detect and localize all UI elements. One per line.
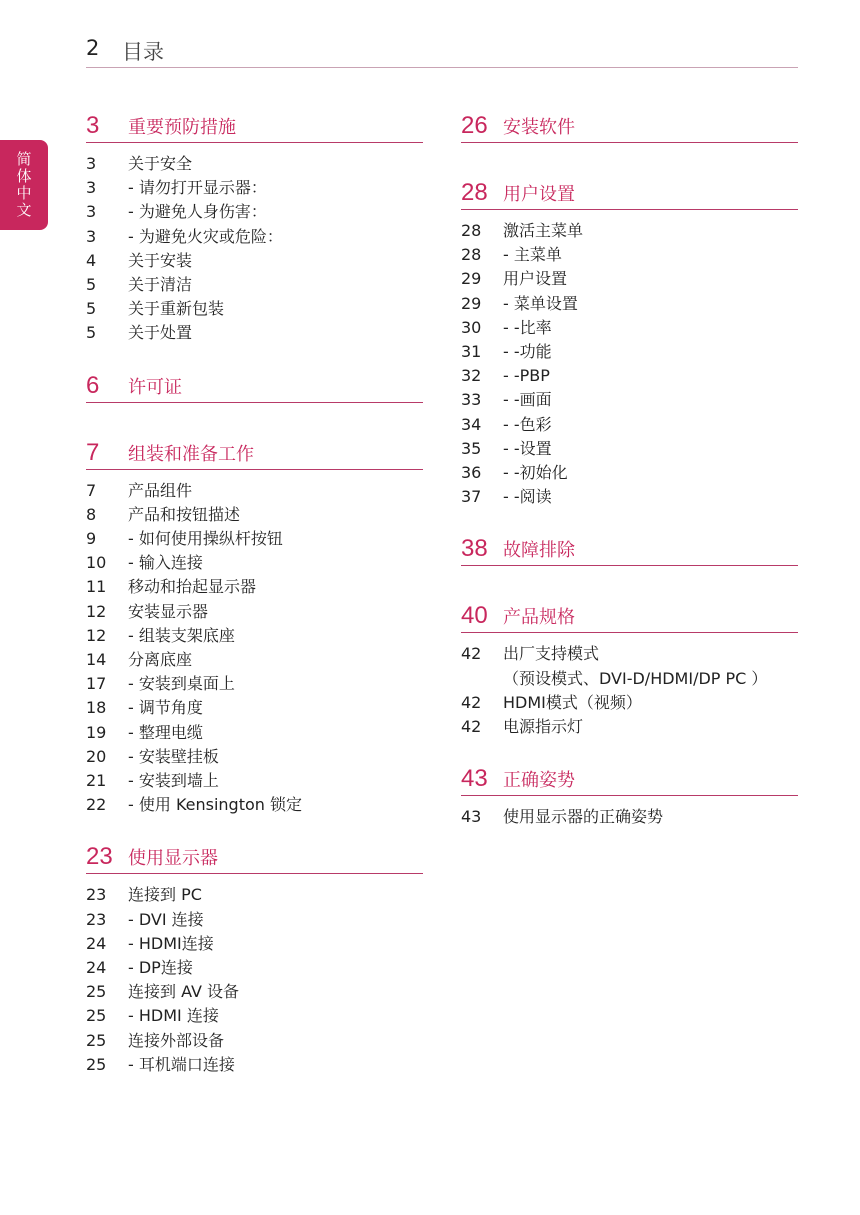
entry-title: - 安装到墙上	[128, 771, 219, 791]
section-heading[interactable]	[461, 763, 798, 796]
section-heading[interactable]	[86, 110, 423, 143]
toc-entry[interactable]	[86, 479, 423, 503]
entry-title: HDMI模式（视频）	[503, 692, 642, 712]
toc-entry[interactable]	[86, 932, 423, 956]
section-items	[86, 479, 423, 818]
section-items	[86, 883, 423, 1077]
toc-section	[461, 763, 798, 829]
section-title: 故障排除	[503, 540, 575, 562]
entry-page-number: 43	[461, 807, 482, 827]
entry-title: 关于重新包装	[128, 299, 225, 319]
toc-section	[461, 600, 798, 739]
page-title: 目录	[122, 40, 164, 64]
entry-page-number: 30	[461, 317, 482, 337]
entry-page-number: 3	[86, 226, 97, 246]
entry-page-number: 8	[86, 504, 97, 524]
entry-title: 关于安装	[128, 250, 193, 270]
entry-page-number: 25	[86, 1054, 107, 1074]
entry-title: - DVI 连接	[128, 909, 204, 929]
entry-page-number: 7	[86, 480, 97, 500]
toc-section	[461, 533, 798, 566]
entry-title: - 如何使用操纵杆按钮	[128, 529, 283, 549]
entry-title: 连接到 PC	[128, 885, 202, 905]
toc-entry[interactable]	[461, 461, 798, 485]
entry-page-number: 12	[86, 625, 107, 645]
entry-page-number: 4	[86, 250, 97, 270]
language-tab: 简体中文	[0, 140, 48, 230]
toc-entry[interactable]	[86, 672, 423, 696]
entry-page-number: 29	[461, 293, 482, 313]
toc-entry[interactable]	[86, 980, 423, 1004]
entry-page-number: 25	[86, 1006, 107, 1026]
entry-page-number: 21	[86, 771, 107, 791]
section-heading[interactable]	[86, 370, 423, 403]
toc-entry[interactable]	[86, 769, 423, 793]
toc-entry[interactable]	[461, 642, 798, 666]
entry-title: 关于安全	[128, 154, 193, 173]
entry-title: 出厂支持模式	[503, 644, 600, 664]
page-header	[86, 34, 798, 68]
section-page-number: 7	[86, 438, 100, 466]
section-page-number: 43	[461, 765, 488, 793]
entry-title: - 整理电缆	[128, 722, 203, 742]
toc-entry[interactable]	[86, 883, 423, 907]
toc-entry[interactable]	[86, 600, 423, 624]
entry-title: - 菜单设置	[503, 293, 578, 313]
toc-left-column	[86, 110, 423, 1101]
entry-title: - DP连接	[128, 958, 193, 978]
toc-entry[interactable]	[461, 437, 798, 461]
toc-entry[interactable]	[86, 721, 423, 745]
entry-page-number: 33	[461, 390, 482, 410]
toc-entry[interactable]	[86, 793, 423, 817]
toc-entry[interactable]	[461, 485, 798, 509]
entry-page-number: 34	[461, 414, 482, 434]
section-page-number: 26	[461, 112, 488, 139]
entry-page-number: 37	[461, 487, 482, 507]
toc-entry[interactable]	[461, 340, 798, 364]
entry-title: - 请勿打开显示器：	[128, 178, 267, 198]
toc-entry[interactable]	[86, 956, 423, 980]
entry-title: - 调节角度	[128, 698, 203, 718]
toc-section	[461, 110, 798, 143]
toc-entry[interactable]	[86, 696, 423, 720]
entry-title: - 为避免人身伤害：	[128, 202, 267, 222]
toc-entry[interactable]	[86, 575, 423, 599]
toc-entry[interactable]	[461, 715, 798, 739]
entry-title: - -功能	[503, 342, 552, 362]
section-heading[interactable]	[86, 437, 423, 470]
toc-section	[86, 110, 423, 346]
entry-title: - 安装到桌面上	[128, 674, 235, 694]
section-page-number: 23	[86, 843, 113, 871]
section-title: 重要预防措施	[128, 117, 236, 138]
section-page-number: 38	[461, 535, 488, 563]
entry-title: - -画面	[503, 390, 552, 410]
entry-page-number: 42	[461, 644, 482, 664]
toc-section	[86, 841, 423, 1077]
section-page-number: 40	[461, 602, 488, 630]
entry-page-number: 20	[86, 746, 107, 766]
entry-page-number: 9	[86, 529, 97, 549]
entry-page-number: 36	[461, 463, 482, 483]
entry-title: 安装显示器	[128, 601, 209, 621]
entry-page-number: 14	[86, 650, 107, 670]
section-title: 组装和准备工作	[128, 443, 254, 465]
entry-page-number: 25	[86, 982, 107, 1002]
toc-entry[interactable]	[86, 624, 423, 648]
entry-title: 电源指示灯	[503, 717, 584, 737]
entry-title: - 安装壁挂板	[128, 746, 219, 766]
entry-page-number: 10	[86, 553, 107, 573]
toc-entry[interactable]	[461, 267, 798, 291]
section-page-number: 3	[86, 112, 100, 139]
entry-title: 连接外部设备	[128, 1030, 225, 1050]
entry-title: - 使用 Kensington 锁定	[128, 795, 302, 815]
entry-title: 关于处置	[128, 323, 193, 343]
toc-entry[interactable]	[461, 219, 798, 243]
entry-title: - 为避免火灾或危险：	[128, 226, 283, 246]
section-page-number: 28	[461, 179, 488, 206]
toc-entry[interactable]	[86, 176, 423, 200]
entry-page-number: 5	[86, 275, 97, 295]
section-title: 产品规格	[503, 607, 575, 629]
toc-entry[interactable]	[461, 292, 798, 316]
entry-page-number: 5	[86, 299, 97, 319]
entry-page-number: 19	[86, 722, 107, 742]
section-heading[interactable]	[461, 600, 798, 633]
toc-section	[461, 177, 798, 509]
section-items	[461, 642, 798, 739]
entry-page-number: 42	[461, 717, 482, 737]
toc-entry[interactable]	[86, 1029, 423, 1053]
entry-title: - -初始化	[503, 463, 568, 483]
toc-entry[interactable]	[86, 503, 423, 527]
entry-page-number	[461, 667, 503, 691]
entry-page-number: 32	[461, 366, 482, 386]
section-heading[interactable]	[86, 841, 423, 874]
entry-title: 产品组件	[128, 480, 193, 500]
entry-page-number: 31	[461, 342, 482, 362]
section-title: 使用显示器	[128, 848, 218, 870]
toc-entry[interactable]	[86, 249, 423, 273]
entry-title: 连接到 AV 设备	[128, 982, 240, 1002]
toc-entry[interactable]	[461, 364, 798, 388]
section-title: 安装软件	[503, 117, 575, 138]
entry-page-number: 42	[461, 692, 482, 712]
entry-title: 关于清洁	[128, 275, 193, 295]
entry-page-number: 29	[461, 269, 482, 289]
entry-title: 激活主菜单	[503, 221, 584, 240]
toc-entry[interactable]	[86, 297, 423, 321]
entry-title: - -设置	[503, 438, 552, 458]
section-title: 用户设置	[503, 184, 575, 205]
entry-page-number: 23	[86, 909, 107, 929]
toc-entry[interactable]	[86, 551, 423, 575]
section-items	[461, 219, 798, 509]
toc-entry[interactable]	[86, 745, 423, 769]
entry-page-number: 5	[86, 323, 97, 343]
entry-title: - 组装支架底座	[128, 625, 235, 645]
entry-page-number: 12	[86, 601, 107, 621]
entry-page-number: 3	[86, 202, 97, 222]
toc-entry[interactable]	[461, 667, 798, 691]
entry-title: （预设模式、DVI-D/HDMI/DP PC ）	[503, 668, 768, 688]
entry-page-number: 22	[86, 795, 107, 815]
entry-title: 产品和按钮描述	[128, 504, 241, 524]
entry-title: - -PBP	[503, 366, 550, 386]
toc-entry[interactable]	[86, 200, 423, 224]
entry-page-number: 18	[86, 698, 107, 718]
entry-page-number: 35	[461, 438, 482, 458]
section-heading[interactable]	[461, 110, 798, 143]
section-heading[interactable]	[461, 533, 798, 566]
entry-title: - -色彩	[503, 414, 552, 434]
toc-entry[interactable]	[86, 273, 423, 297]
toc-entry[interactable]	[461, 691, 798, 715]
entry-title: - -比率	[503, 317, 552, 337]
toc-entry[interactable]	[461, 243, 798, 267]
section-title: 正确姿势	[503, 770, 575, 792]
toc-entry[interactable]	[86, 225, 423, 249]
entry-page-number: 24	[86, 933, 107, 953]
entry-title: 移动和抬起显示器	[128, 577, 257, 597]
entry-page-number: 24	[86, 958, 107, 978]
entry-page-number: 28	[461, 221, 482, 240]
toc-entry[interactable]	[86, 1004, 423, 1028]
toc-entry[interactable]	[86, 321, 423, 345]
entry-title: - 输入连接	[128, 553, 203, 573]
entry-title: - -阅读	[503, 487, 552, 507]
entry-page-number: 11	[86, 577, 107, 597]
entry-title: - HDMI连接	[128, 933, 214, 953]
toc-entry[interactable]	[86, 527, 423, 551]
toc-entry[interactable]	[461, 805, 798, 829]
toc-entry[interactable]	[86, 1053, 423, 1077]
toc-entry[interactable]	[461, 388, 798, 412]
entry-page-number: 28	[461, 245, 482, 265]
toc-section	[86, 437, 423, 818]
toc-entry[interactable]	[461, 316, 798, 340]
page-number: 2	[86, 36, 100, 60]
toc-right-column	[461, 110, 798, 853]
entry-title: - 主菜单	[503, 245, 562, 265]
toc-section	[86, 370, 423, 403]
section-items	[86, 152, 423, 346]
entry-title: - HDMI 连接	[128, 1006, 219, 1026]
entry-title: 分离底座	[128, 650, 193, 670]
entry-title: - 耳机端口连接	[128, 1054, 235, 1074]
entry-page-number: 3	[86, 154, 97, 173]
entry-page-number: 23	[86, 885, 107, 905]
section-page-number: 6	[86, 371, 100, 399]
section-heading[interactable]	[461, 177, 798, 210]
entry-page-number: 17	[86, 674, 107, 694]
toc-entry[interactable]	[86, 648, 423, 672]
toc-entry[interactable]	[86, 908, 423, 932]
entry-title: 使用显示器的正确姿势	[503, 807, 664, 827]
section-items	[461, 805, 798, 829]
entry-page-number: 3	[86, 178, 97, 198]
entry-page-number: 25	[86, 1030, 107, 1050]
toc-entry[interactable]	[86, 152, 423, 176]
toc-entry[interactable]	[461, 413, 798, 437]
entry-title: 用户设置	[503, 269, 568, 289]
section-title: 许可证	[128, 376, 182, 398]
